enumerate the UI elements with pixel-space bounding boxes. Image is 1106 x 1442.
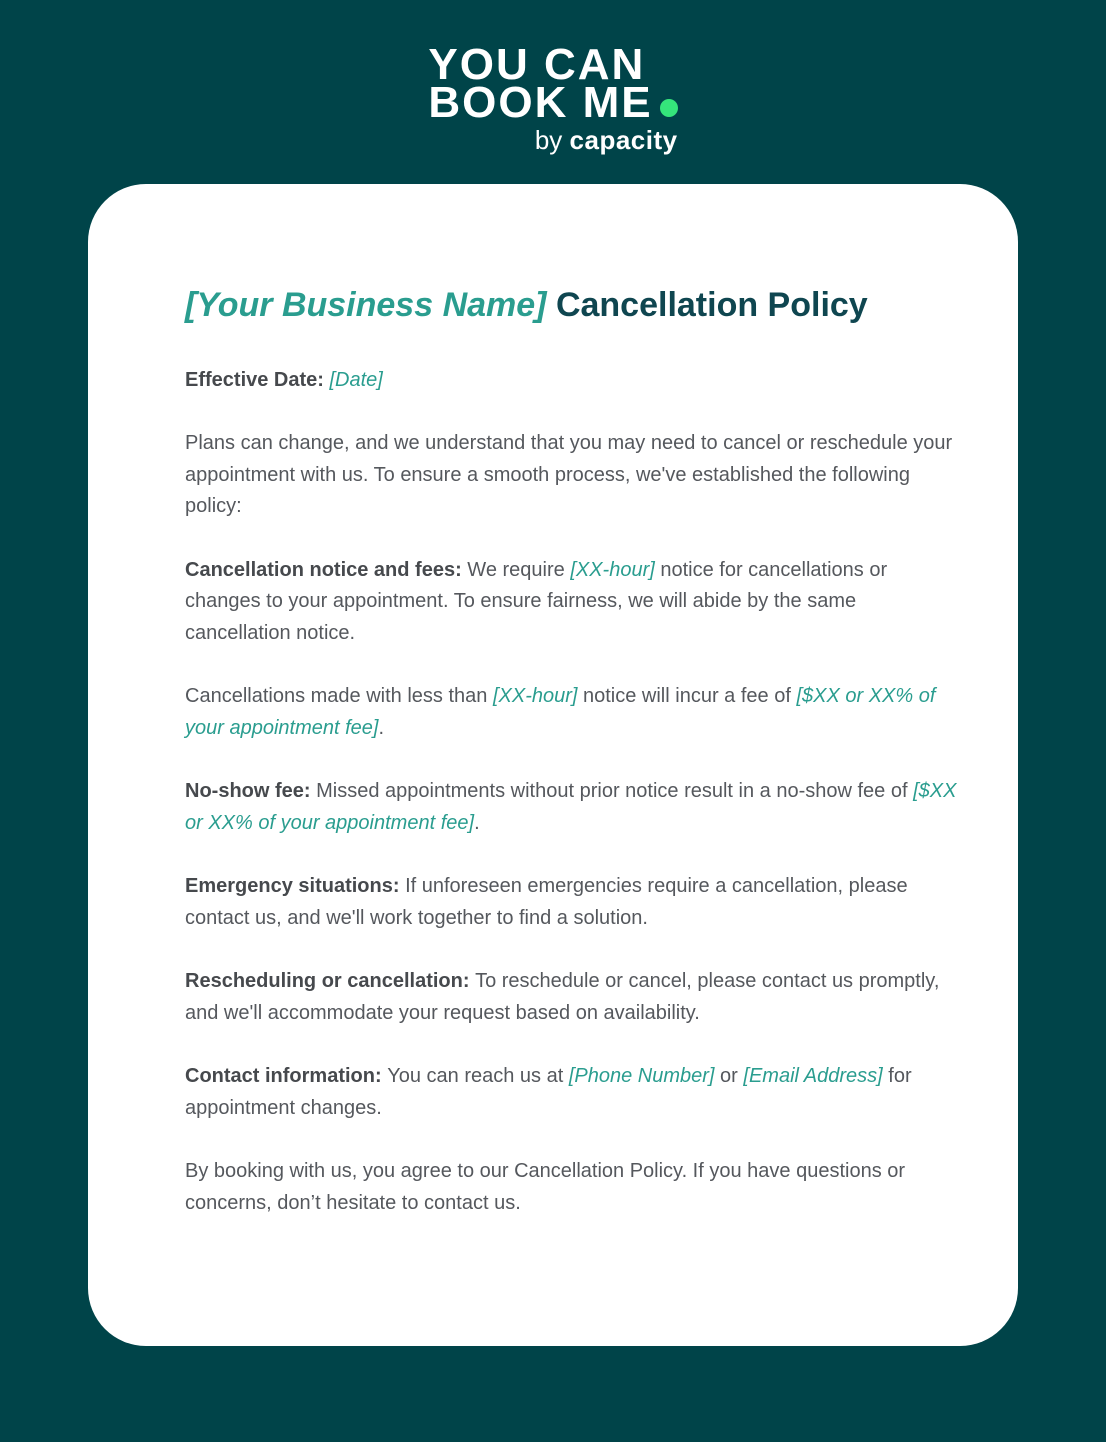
lead-in-text: Contact information: xyxy=(185,1065,388,1087)
body-text: If unforeseen emergencies require a cancellation, please contact us, and we'll work together to find a solution. xyxy=(185,875,908,929)
byline-by: by xyxy=(534,125,563,155)
logo-line-2 xyxy=(428,78,677,127)
effective-date-line xyxy=(185,365,962,397)
lead-in-text: Cancellation notice and fees: xyxy=(185,558,468,581)
body-text: . xyxy=(474,811,480,834)
policy-paragraph xyxy=(185,1061,962,1124)
placeholder-text: [XX-hour] xyxy=(570,558,655,581)
lead-in-text: Emergency situations: xyxy=(185,875,406,897)
policy-paragraph xyxy=(185,776,962,839)
document-title xyxy=(185,284,962,327)
placeholder-text: [XX-hour] xyxy=(492,685,578,707)
lead-in-text: No-show fee: xyxy=(185,780,317,802)
byline xyxy=(428,127,677,153)
body-text: You can reach us at xyxy=(387,1065,569,1087)
body-text: for appointment changes. xyxy=(185,1065,912,1119)
title-text: Cancellation Policy xyxy=(555,286,868,324)
policy-paragraph xyxy=(185,871,962,934)
logo-line-1: YOU CAN xyxy=(428,40,646,89)
body-text: We require xyxy=(467,558,571,581)
body-text: To reschedule or cancel, please contact us promptly, and we'll accommodate your request based on availability. xyxy=(185,970,940,1024)
body-text: Cancellations made with less than xyxy=(185,685,493,707)
policy-paragraphs xyxy=(185,428,962,1219)
policy-paragraph xyxy=(185,681,962,744)
placeholder-text: [$XX or XX% of your appointment fee] xyxy=(185,685,936,739)
body-text: or xyxy=(714,1065,744,1087)
effective-date-placeholder: [Date] xyxy=(329,368,383,391)
body-text: Plans can change, and we understand that you may need to cancel or reschedule your appointment with us. To ensure a smooth process, we've established the following policy: xyxy=(185,432,953,517)
body-text: . xyxy=(378,716,385,739)
youcanbookme-logo xyxy=(428,40,678,155)
logo-line-2-text: BOOK ME xyxy=(428,78,653,127)
document-card xyxy=(88,184,1018,1346)
placeholder-text: [Email Address] xyxy=(743,1065,883,1087)
policy-paragraph xyxy=(185,1156,962,1219)
policy-paragraph xyxy=(185,555,962,650)
placeholder-text: [$XX or XX% of your appointment fee] xyxy=(185,780,957,834)
body-text: Missed appointments without prior notice result in a no-show fee of xyxy=(316,780,914,802)
policy-paragraph xyxy=(185,966,962,1029)
lead-in-text: Rescheduling or cancellation: xyxy=(185,970,476,992)
body-text: notice for cancellations or changes to your appointment. To ensure fairness, we will abide by the same cancellation notice. xyxy=(185,558,888,644)
brand-header xyxy=(0,0,1106,153)
business-name-placeholder: [Your Business Name] xyxy=(185,286,547,324)
green-dot-icon xyxy=(660,99,678,117)
body-text: notice will incur a fee of xyxy=(577,685,797,707)
policy-paragraph xyxy=(185,428,962,523)
placeholder-text: [Phone Number] xyxy=(568,1065,715,1087)
capacity-wordmark: capacity xyxy=(569,125,678,155)
effective-date-label: Effective Date: xyxy=(185,368,324,391)
body-text: By booking with us, you agree to our Cancellation Policy. If you have questions or concerns, don’t hesitate to contact us. xyxy=(185,1160,906,1214)
